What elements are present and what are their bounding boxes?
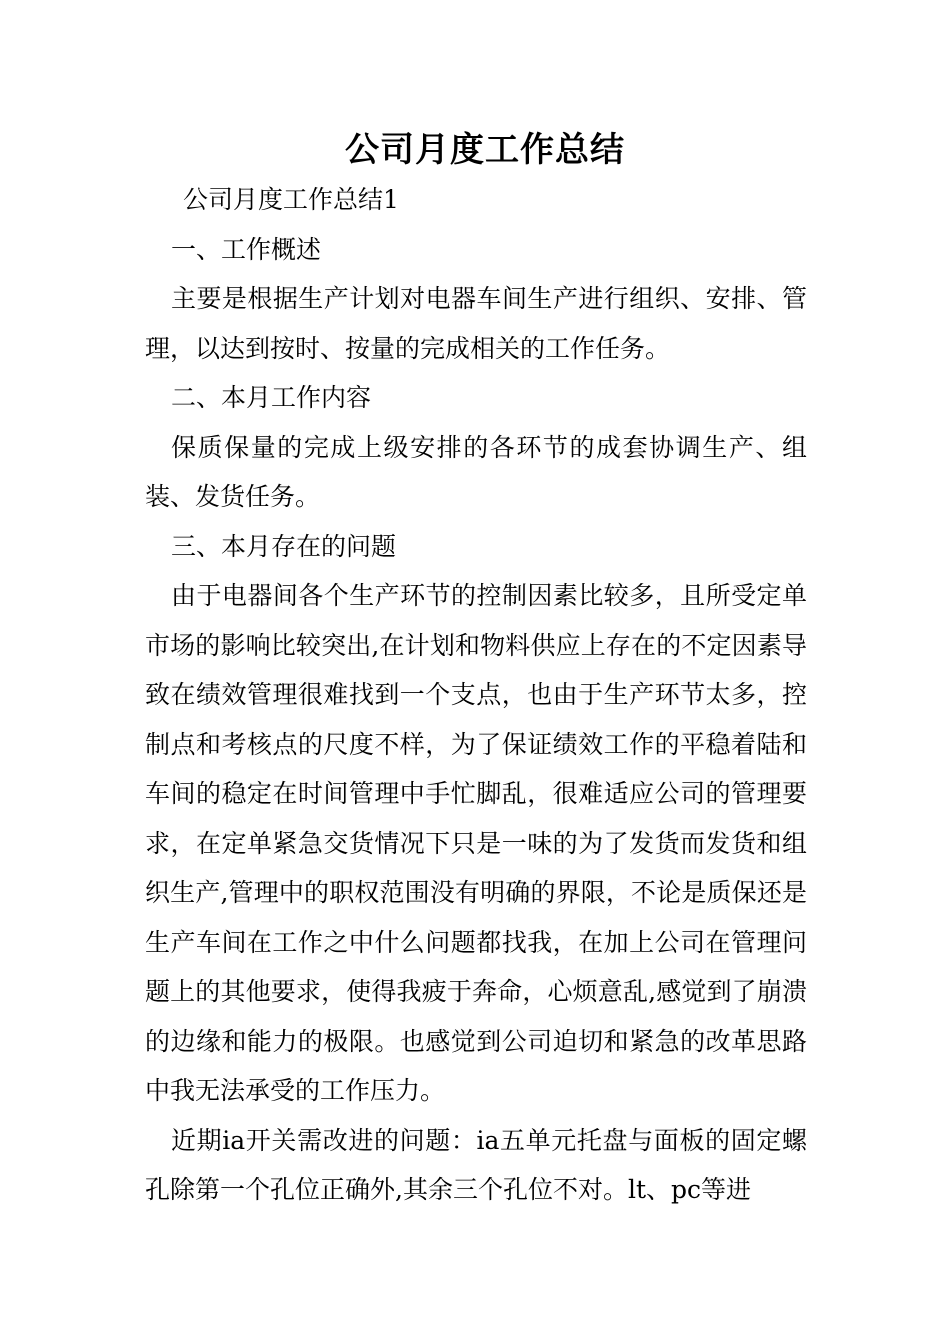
document-body [145, 175, 807, 1215]
section-text-problems: 由于电器间各个生产环节的控制因素比较多，且所受定单市场的影响比较突出,在计划和物料供应上存在的不定因素导致在绩效管理很难找到一个支点，也由于生产环节太多，控制点和考核点的尺度不样，为了保证绩效工作的平稳着陆和车间的稳定在时间管理中手忙脚乱，很难适应公司的管理要求，在定单紧急交货情况下只是一味的为了发货而发货和组织生产,管理中的职权范围没有明确的界限，不论是质保还是生产车间在工作之中什么问题都找我，在加上公司在管理问题上的其他要求，使得我疲于奔命，心烦意乱,感觉到了崩溃的边缘和能力的极限。也感觉到公司迫切和紧急的改革思路中我无法承受的工作压力。 [145, 581, 807, 1105]
section-text-ia-switch-issues: 近期ia开关需改进的问题：ia五单元托盘与面板的固定螺孔除第一个孔位正确外,其余三个孔位不对。lt、pc等进 [145, 1125, 807, 1204]
section-heading-work-content: 二、本月工作内容 [171, 383, 372, 412]
section-heading-overview: 一、工作概述 [171, 234, 322, 264]
section-heading-problems: 三、本月存在的问题 [171, 531, 397, 561]
section-text-work-content: 保质保量的完成上级安排的各环节的成套协调生产、组装、发货任务。 [145, 432, 807, 511]
document-title: 公司月度工作总结 [345, 130, 625, 170]
document-subtitle: 公司月度工作总结1 [183, 185, 399, 214]
section-text-overview: 主要是根据生产计划对电器车间生产进行组织、安排、管理，以达到按时、按量的完成相关的工作任务。 [145, 284, 807, 363]
